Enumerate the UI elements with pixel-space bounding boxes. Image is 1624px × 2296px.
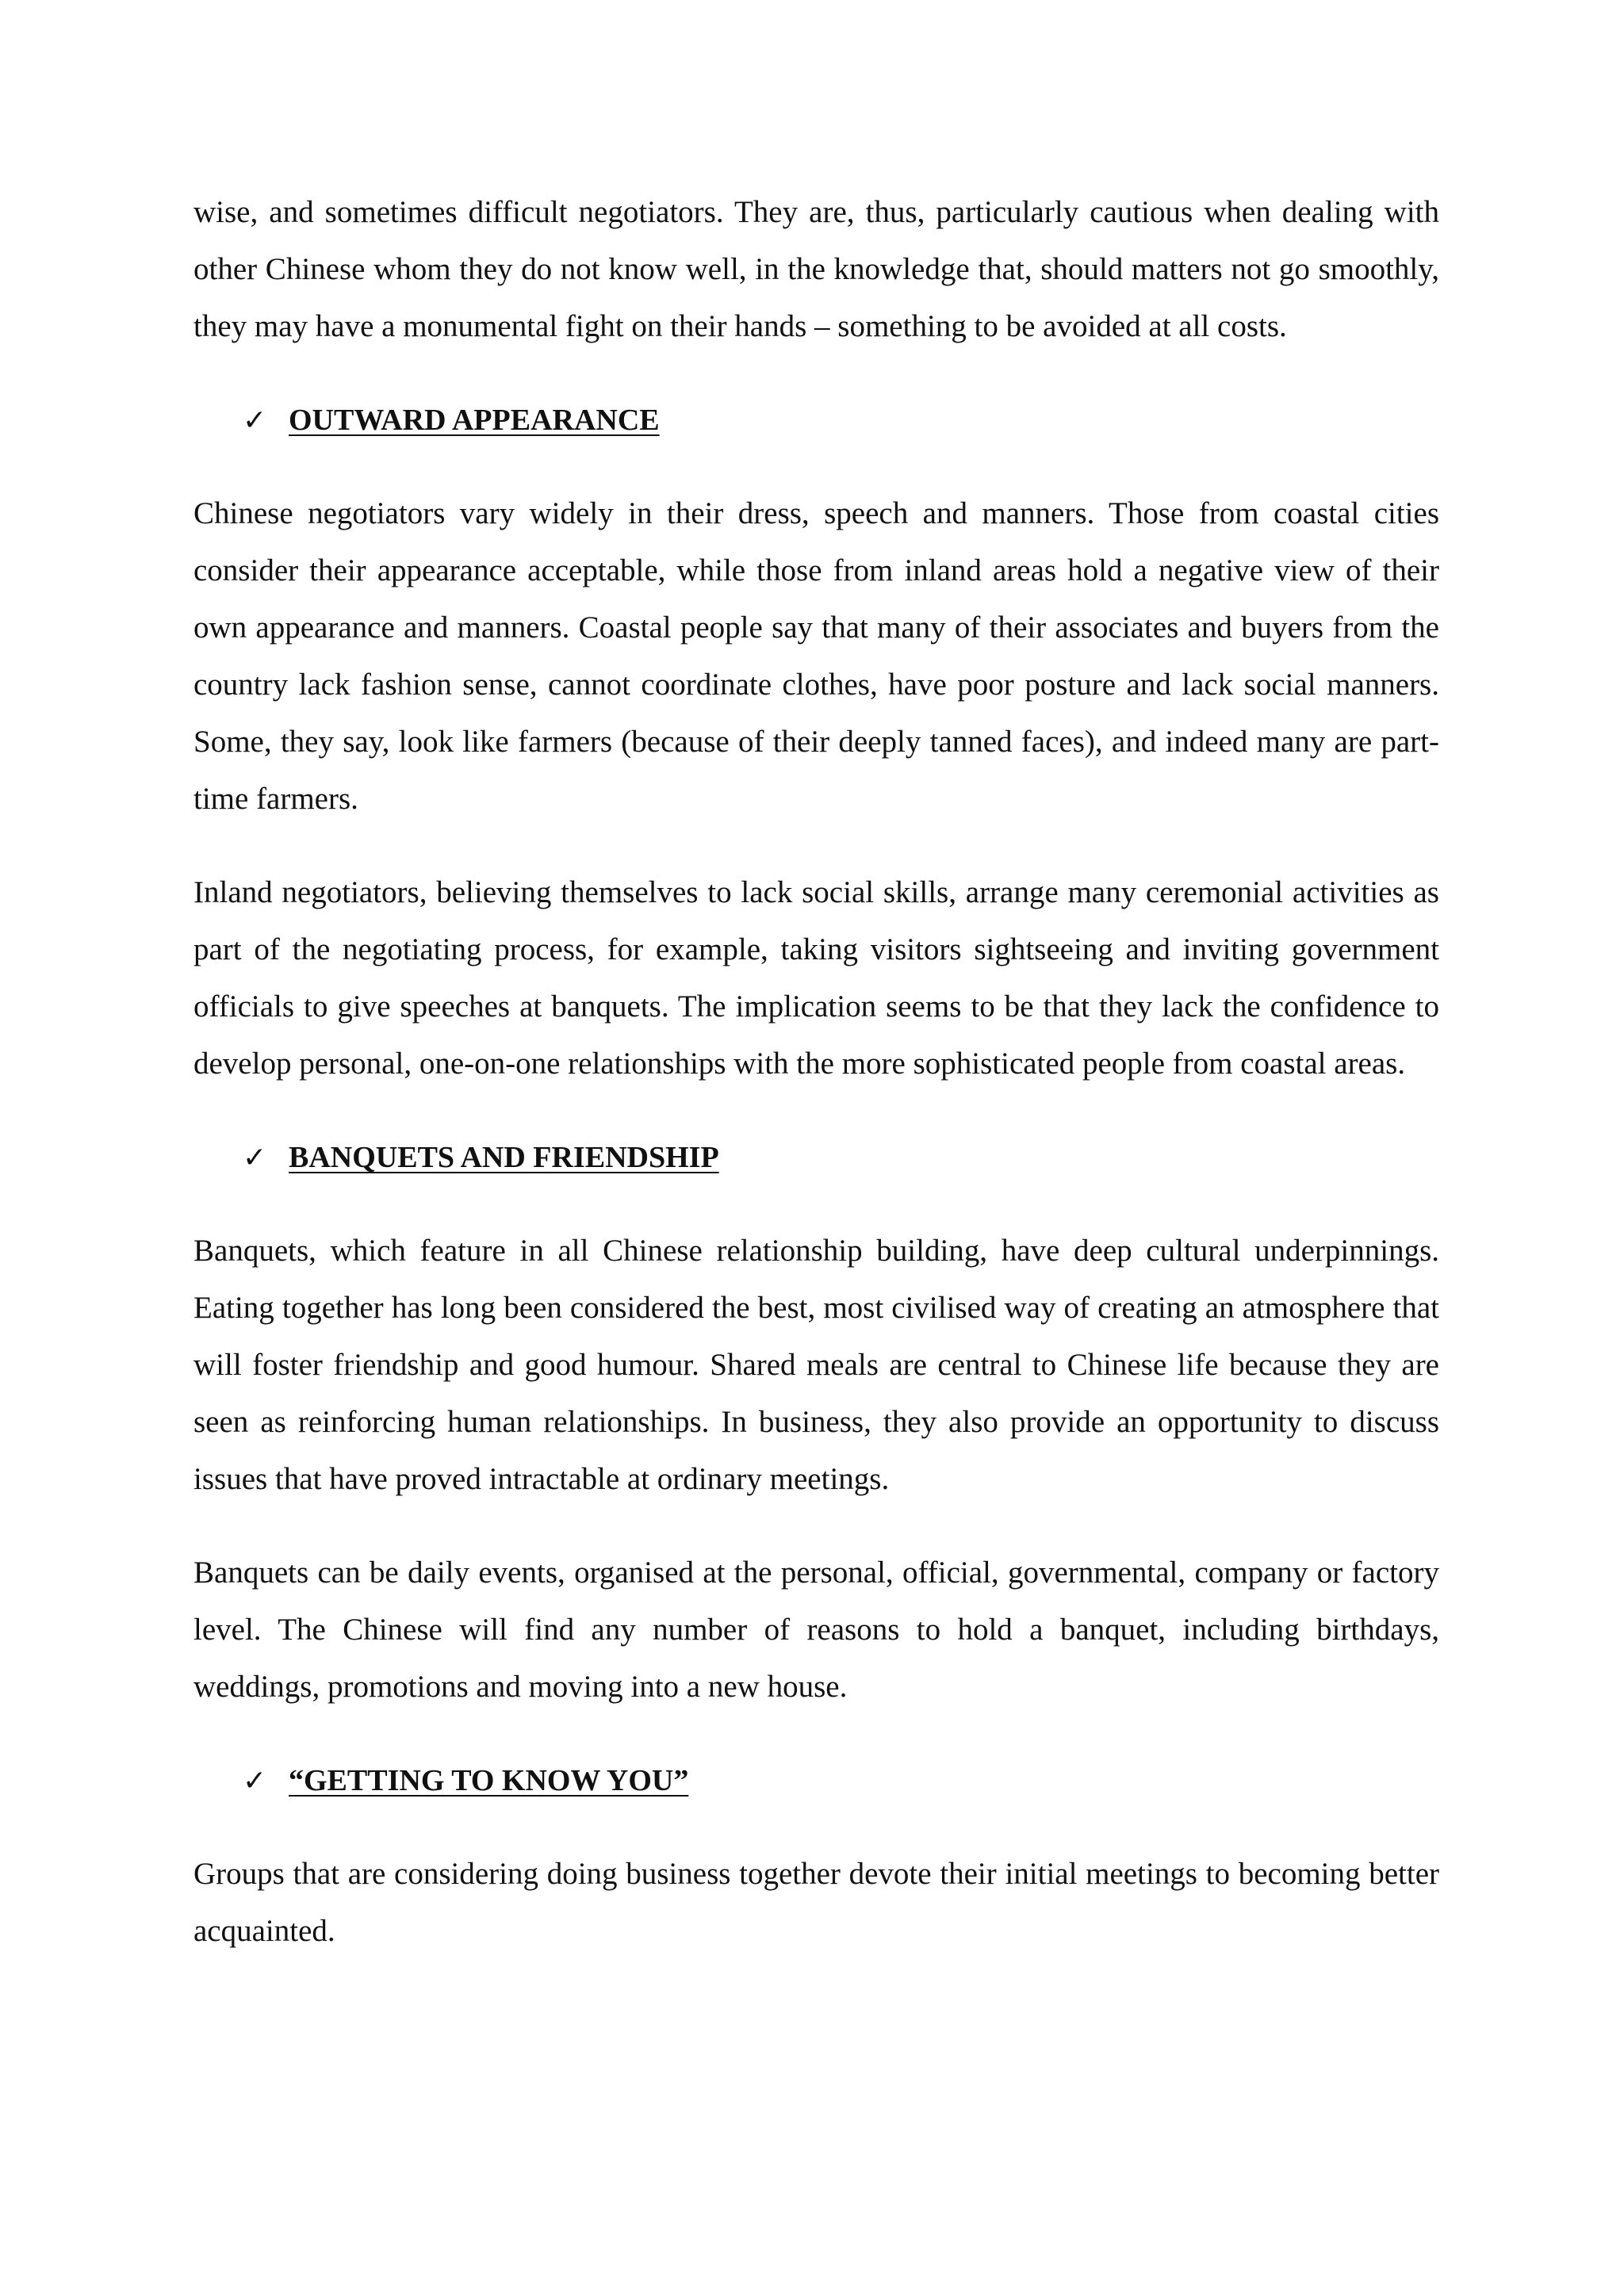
document-body (193, 184, 1439, 1960)
check-icon: ✓ (243, 1764, 267, 1797)
spacer (193, 1508, 1439, 1544)
spacer (193, 355, 1439, 392)
section-heading-banquets-and-friendship (193, 1129, 1439, 1186)
spacer (193, 1716, 1439, 1752)
paragraph-initial-meetings: Groups that are considering doing business together devote their initial meetings to becoming better acquainted. (193, 1857, 1439, 1948)
section-heading-getting-to-know-you (193, 1752, 1439, 1809)
heading-text: “GETTING TO KNOW YOU” (289, 1764, 689, 1797)
paragraph-inland-negotiators: Inland negotiators, believing themselves to lack social skills, arrange many ceremonial activities as part of the negotiating process, for example, taking visitors sightseeing and inviting government officials to give speeches at banquets. The implication seems to be that they lack the confidence to develop personal, one-on-one relationships with the more sophisticated people from coastal areas. (193, 875, 1439, 1081)
spacer (193, 1093, 1439, 1129)
paragraph-banquets-daily-events: Banquets can be daily events, organised at the personal, official, governmental, company or factory level. The Chinese will find any number of reasons to hold a banquet, including birthdays, weddings, promotions and moving into a new house. (193, 1556, 1439, 1704)
paragraph-negotiators-intro: wise, and sometimes difficult negotiators. They are, thus, particularly cautious when dealing with other Chinese whom they do not know well, in the knowledge that, should matters not go smoothly, they may have a monumental fight on their hands – something to be avoided at all costs. (193, 195, 1439, 343)
check-icon: ✓ (243, 404, 267, 437)
spacer (193, 449, 1439, 485)
paragraph-dress-speech-manners: Chinese negotiators vary widely in their dress, speech and manners. Those from coastal cities consider their appearance acceptable, while those from inland areas hold a negative view of their own appearance and manners. Coastal people say that many of their associates and buyers from the country lack fashion sense, cannot coordinate clothes, have poor posture and lack social manners. Some, they say, look like farmers (because of their deeply tanned faces), and indeed many are part-time farmers. (193, 496, 1439, 816)
section-heading-outward-appearance (193, 392, 1439, 449)
spacer (193, 828, 1439, 864)
spacer (193, 1809, 1439, 1846)
heading-text: BANQUETS AND FRIENDSHIP (289, 1141, 719, 1174)
paragraph-banquets-culture: Banquets, which feature in all Chinese relationship building, have deep cultural underpinnings. Eating together has long been considered the best, most civilised way of creating an atmosphere that will foster friendship and good humour. Shared meals are central to Chinese life because they are seen as reinforcing human relationships. In business, they also provide an opportunity to discuss issues that have proved intractable at ordinary meetings. (193, 1234, 1439, 1496)
check-icon: ✓ (243, 1141, 267, 1174)
spacer (193, 1186, 1439, 1223)
heading-text: OUTWARD APPEARANCE (289, 404, 660, 437)
